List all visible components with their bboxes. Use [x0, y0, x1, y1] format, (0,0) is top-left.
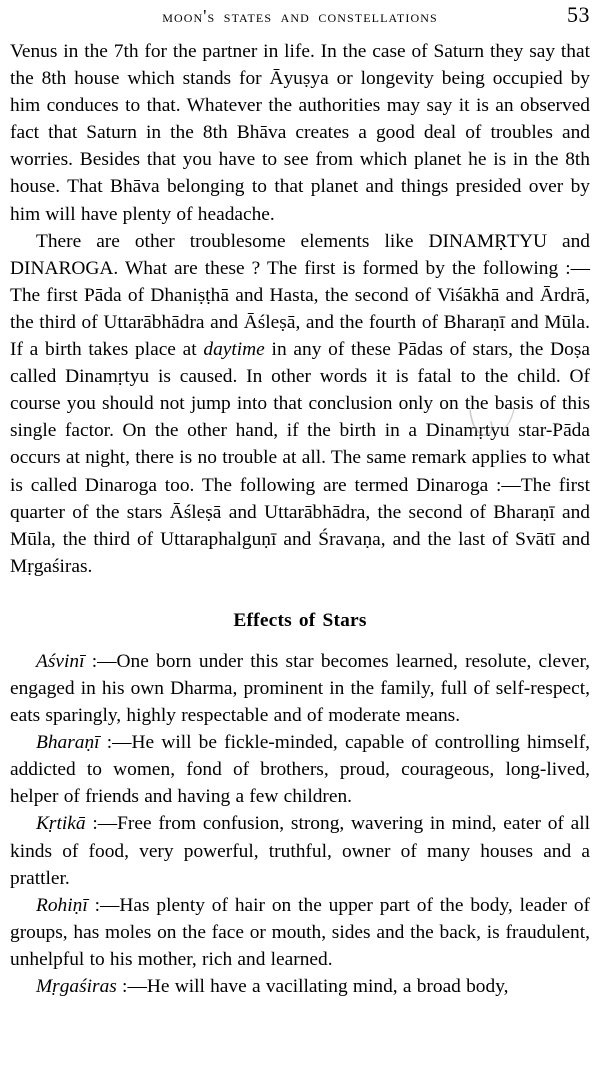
star-description: He will have a vacillating mind, a broad body, [146, 976, 509, 997]
star-name-rohini: Rohiṇī [36, 894, 88, 916]
star-entry-asvini [10, 648, 590, 729]
running-head [10, 0, 590, 38]
paragraph-saturn [10, 38, 590, 228]
paragraph-dinamrtyu [10, 228, 590, 580]
star-description: He will be fickle-minded, capable of controlling himself, addicted to women, fond of brothers, proud, courageous, long-lived, helper of friends and having a few children. [10, 732, 590, 808]
star-separator: :— [99, 732, 132, 754]
text-column [10, 38, 590, 1000]
star-description: Free from confusion, strong, wavering in mind, eater of all kinds of food, very powerful, truthful, owner of many houses and a prattler. [10, 813, 590, 889]
paragraph-text: Venus in the 7th for the partner in life. In the case of Saturn they say that the 8th house which stands for Āyuṣya or longevity being occupied by him conduces to that. Whatever the authorities may say it is an observed fact that Saturn in the 8th Bhāva creates a good deal of troubles and worries. Besides that you have to see from which planet he is in the 8th house. That Bhāva belonging to that planet and things presided over by him will have plenty of headache. [10, 41, 590, 225]
star-description: One born under this star becomes learned, resolute, clever, engaged in his own Dharma, prominent in the family, full of self-respect, eats sparingly, highly respectable and of moderate means. [10, 650, 590, 727]
star-name-bharani: Bharaṇī [36, 732, 100, 754]
star-entry-bharani [10, 729, 590, 810]
paragraph-lead-text: There are other troublesome elements like DINAMṚTYU and DINAROGA. What are these ? The first is formed by the following :— The first Pāda of Dhaniṣṭhā and Hasta, the second of Viśākhā and Ārdrā, the third of Uttarābhādra and Āśleṣā, and the fourth of Bharaṇī and Mūla. If a birth takes place at [10, 230, 590, 361]
star-name-asvini: Aśvinī [36, 650, 85, 672]
page-number: 53 [567, 2, 590, 27]
star-name-krttika: Kṛtikā [36, 813, 86, 835]
star-entry-krttika [10, 810, 590, 891]
star-separator: :— [116, 976, 147, 997]
italic-word-daytime: daytime [203, 339, 265, 361]
star-entry-rohini [10, 892, 590, 973]
star-description: Has plenty of hair on the upper part of the body, leader of groups, has moles on the face or mouth, sides and the back, is fraudulent, unhelpful to his mother, rich and learned. [10, 894, 590, 970]
page-title: moon's states and constellations [162, 6, 438, 26]
star-separator: :— [87, 894, 120, 916]
section-heading-effects-of-stars: Effects of Stars [233, 609, 367, 631]
paragraph-tail-text: in any of these Pādas of stars, the Doṣa called Dinamṛtyu is caused. In other words it is fatal to the child. Of course you should not jump into that conclusion only on the basis of this single factor. On the other hand, if the birth in a Dinamṛtyu star-Pāda occurs at night, there is no trouble at all. The same remark applies to what is called Dinaroga too. The following are termed Dinaroga :—The first quarter of the stars Āśleṣā and Uttarābhādra, the second of Bharaṇī and Mūla, the third of Uttaraphalguṇī and Śravaṇa, and the last of Svātī and Mṛgaśiras. [10, 339, 590, 577]
star-separator: :— [84, 650, 117, 672]
star-separator: :— [85, 813, 118, 835]
star-name-mrgasiras: Mṛgaśiras [36, 976, 117, 997]
star-entry-mrgasiras [10, 973, 590, 1000]
